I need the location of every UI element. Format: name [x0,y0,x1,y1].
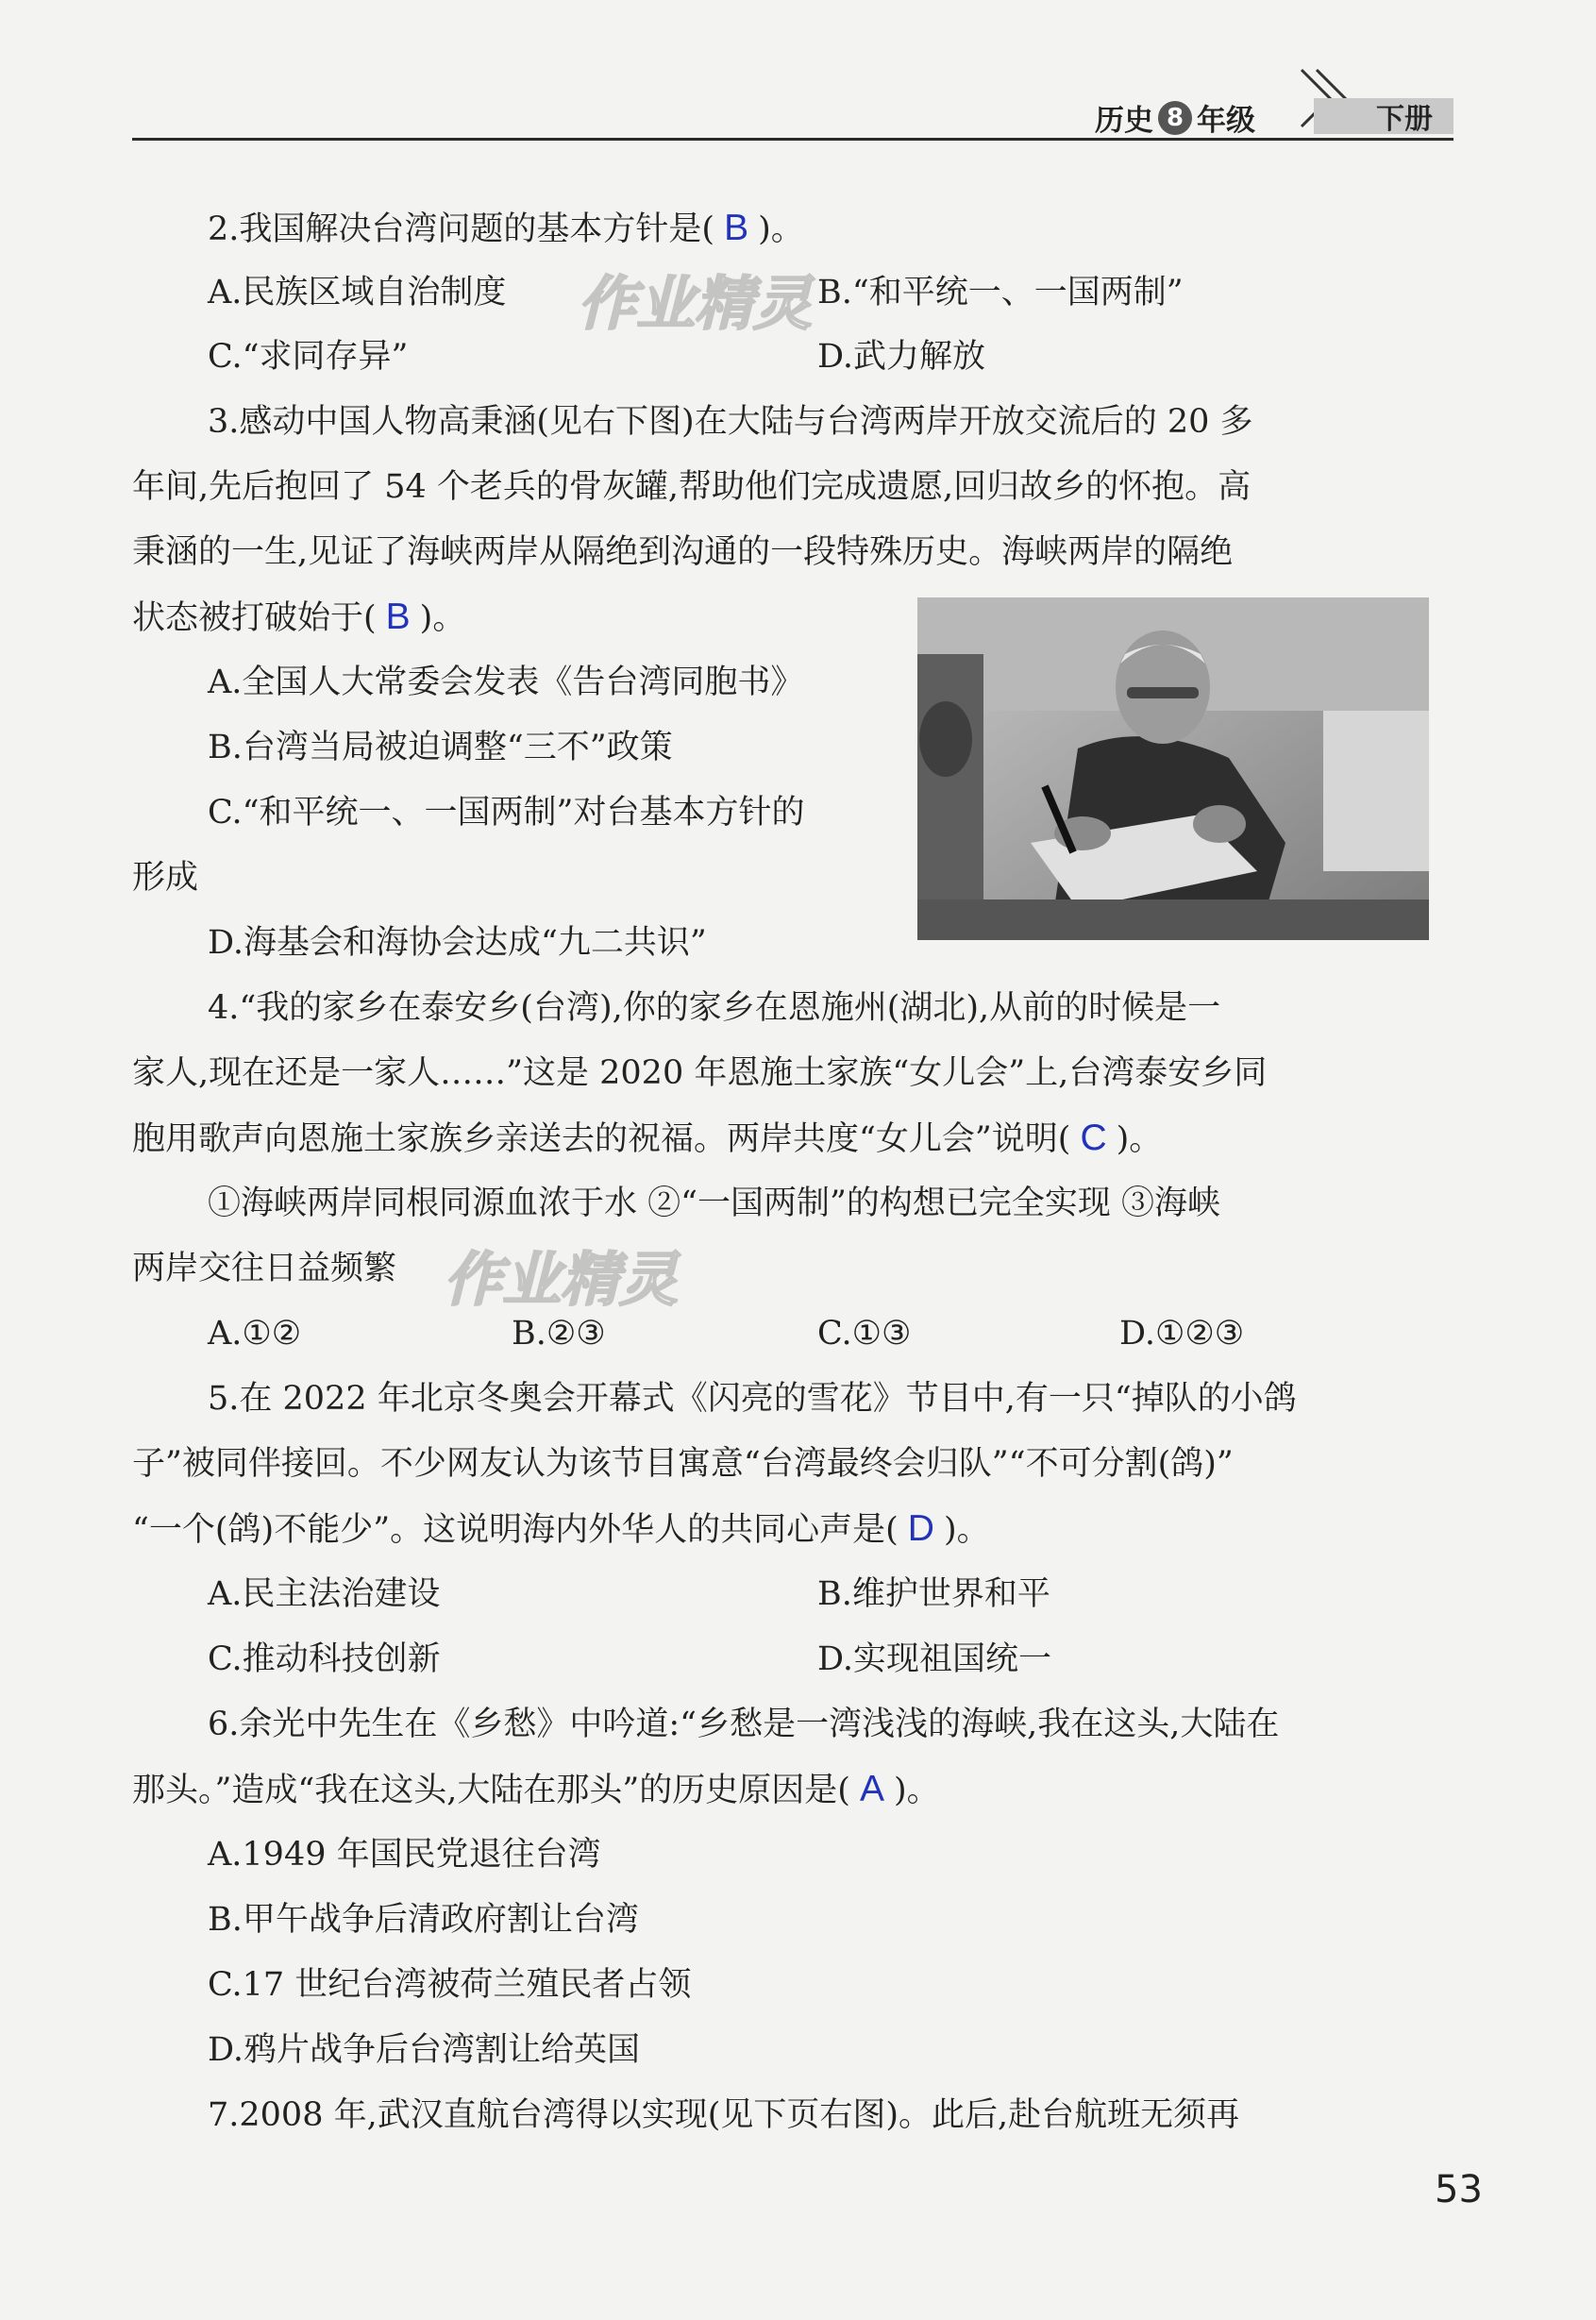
q4-option-a: A.①② [208,1315,302,1353]
q4-line-2: 家人,现在还是一家人……”这是 2020 年恩施土家族“女儿会”上,台湾泰安乡同 [132,1054,1268,1092]
q6-option-d: D.鸦片战争后台湾割让给英国 [208,2031,640,2069]
volume-tab: 下册 [1314,98,1453,134]
header-divider [132,138,1453,141]
q2-option-c: C.“求同存异” [208,338,409,376]
q3-line-1: 3.感动中国人物高秉涵(见右下图)在大陆与台湾两岸开放交流后的 20 多 [208,403,1253,441]
grade-suffix-label: 年级 [1197,104,1255,138]
q6-option-b: B.甲午战争后清政府割让台湾 [208,1901,639,1939]
q6-line-1: 6.余光中先生在《乡愁》中吟道:“乡愁是一湾浅浅的海峡,我在这头,大陆在 [208,1706,1280,1743]
q5-line-3: “一个(鸽)不能少”。这说明海内外华人的共同心声是( D )。 [132,1508,990,1549]
portrait-photo [917,597,1429,940]
q2-option-b: B.“和平统一、一国两制” [817,274,1184,311]
q4-answer: C [1080,1118,1107,1158]
q4-option-d: D.①②③ [1119,1315,1245,1353]
q2-option-a: A.民族区域自治制度 [208,274,507,311]
watermark: 作业精灵 [444,1245,679,1314]
q4-statements-cont: 两岸交往日益频繁 [132,1250,397,1287]
q6-line-2: 那头。”造成“我在这头,大陆在那头”的历史原因是( A )。 [132,1769,940,1809]
q4-line-1: 4.“我的家乡在泰安乡(台湾),你的家乡在恩施州(湖北),从前的时候是一 [208,989,1221,1027]
q3-line-2: 年间,先后抱回了 54 个老兵的骨灰罐,帮助他们完成遗愿,回归故乡的怀抱。高 [132,468,1252,506]
q3-option-c-cont: 形成 [132,859,199,897]
q2-option-d: D.武力解放 [817,338,985,376]
q3-option-b: B.台湾当局被迫调整“三不”政策 [208,729,673,766]
q4-option-b: B.②③ [512,1315,606,1353]
q7-line-1: 7.2008 年,武汉直航台湾得以实现(见下页右图)。此后,赴台航班无须再 [208,2096,1240,2134]
q5-option-b: B.维护世界和平 [817,1575,1050,1613]
q5-line-1: 5.在 2022 年北京冬奥会开幕式《闪亮的雪花》节目中,有一只“掉队的小鸽 [208,1380,1297,1418]
q5-answer: D [907,1508,934,1549]
q5-option-d: D.实现祖国统一 [817,1640,1051,1678]
q3-answer: B [385,597,411,637]
page-number: 53 [1435,2168,1483,2211]
q3-line-3: 秉涵的一生,见证了海峡两岸从隔绝到沟通的一段特殊历史。海峡两岸的隔绝 [132,533,1234,571]
q3-option-a: A.全国人大常委会发表《告台湾同胞书》 [208,664,804,701]
q2-stem: 2.我国解决台湾问题的基本方针是( B )。 [208,208,804,248]
page-header [1095,96,1255,139]
q5-line-2: 子”被同伴接回。不少网友认为该节目寓意“台湾最终会归队”“不可分割(鸽)” [132,1445,1234,1483]
q4-statements: ①海峡两岸同根同源血浓于水 ②“一国两制”的构想已完全实现 ③海峡 [208,1185,1221,1222]
watermark: 作业精灵 [578,269,813,338]
q6-option-c: C.17 世纪台湾被荷兰殖民者占领 [208,1966,692,2004]
q3-line-4: 状态被打破始于( B )。 [132,597,466,637]
q5-option-c: C.推动科技创新 [208,1640,441,1678]
q3-option-c: C.“和平统一、一国两制”对台基本方针的 [208,794,805,832]
q2-answer: B [724,208,749,248]
q4-option-c: C.①③ [817,1315,912,1353]
q4-line-3: 胞用歌声向恩施土家族乡亲送去的祝福。两岸共度“女儿会”说明( C )。 [132,1118,1163,1158]
q6-answer: A [859,1769,884,1809]
grade-number-badge: 8 [1158,101,1192,135]
q3-option-d: D.海基会和海协会达成“九二共识” [208,924,707,962]
subject-label: 历史 [1095,104,1153,138]
q6-option-a: A.1949 年国民党退往台湾 [208,1836,601,1874]
q5-option-a: A.民主法治建设 [208,1575,441,1613]
